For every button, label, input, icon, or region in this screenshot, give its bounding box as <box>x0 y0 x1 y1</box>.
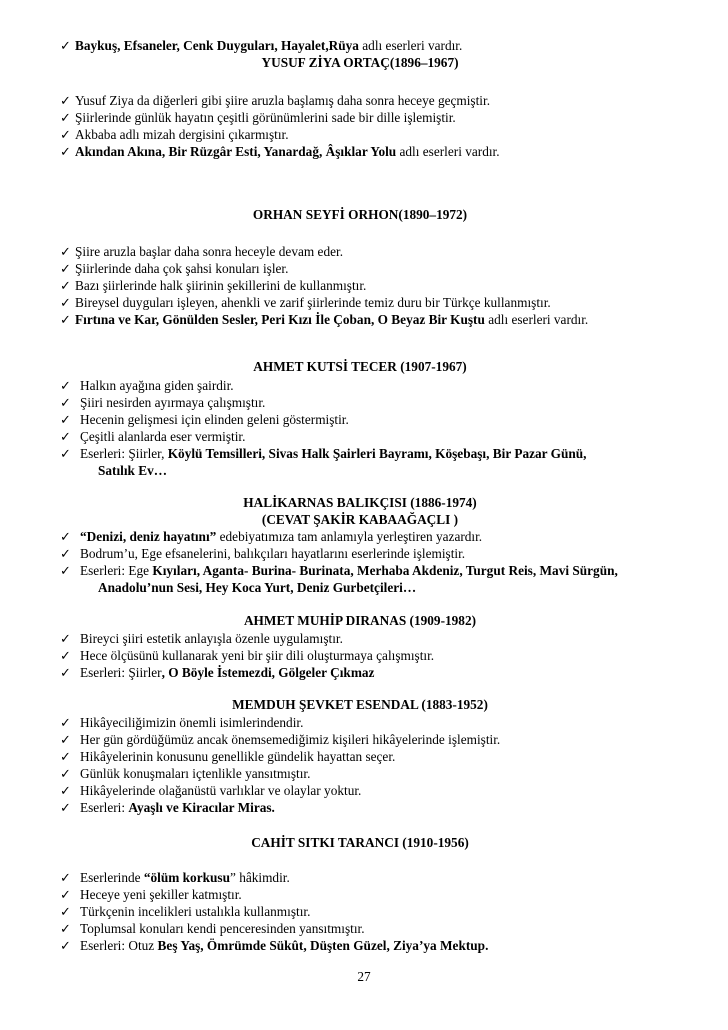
section-heading-ahmet-kutsi-tecer: AHMET KUTSİ TECER (1907-1967) <box>253 359 467 374</box>
list-item: ✓ Şiirlerinde daha çok şahsi konuları işler. <box>60 261 289 276</box>
checkmark-icon: ✓ <box>60 766 71 781</box>
checkmark-icon: ✓ <box>60 938 71 953</box>
list-item: ✓ Bodrum’u, Ege efsanelerini, balıkçıları hayatlarını eserlerinde işlemiştir. <box>60 546 466 561</box>
section-heading-yusuf-ziya: YUSUF ZİYA ORTAÇ(1896–1967) <box>261 55 459 70</box>
list-item: ✓ Hikâyelerinin konusunu genellikle gündelik hayattan seçer. <box>60 749 396 764</box>
section-heading-ahmet-muhip-diranas: AHMET MUHİP DIRANAS (1909-1982) <box>243 613 477 628</box>
checkmark-icon: ✓ <box>60 529 71 544</box>
list-item: ✓ Şiire aruzla başlar daha sonra heceyle devam eder. <box>60 244 344 259</box>
list-item: ✓ Bireysel duyguları işleyen, ahenkli ve zarif şiirlerinde temiz duru bir Türkçe kullanmıştır. <box>60 295 551 310</box>
section-heading-memduh-sevket-esendal: MEMDUH ŞEVKET ESENDAL (1883-1952) <box>232 697 488 712</box>
list-item: ✓ Hece ölçüsünü kullanarak yeni bir şiir dili oluşturmaya çalışmıştır. <box>60 648 435 663</box>
checkmark-icon: ✓ <box>60 563 71 578</box>
checkmark-icon: ✓ <box>60 261 71 276</box>
list-item-continuation: Satılık Ev… <box>98 463 168 478</box>
list-item: ✓ Akından Akına, Bir Rüzgâr Esti, Yanardağ, Âşıklar Yolu adlı eserleri vardır. <box>60 144 500 159</box>
checkmark-icon: ✓ <box>60 800 71 815</box>
checkmark-icon: ✓ <box>60 749 71 764</box>
checkmark-icon: ✓ <box>60 38 71 53</box>
checkmark-icon: ✓ <box>60 446 71 461</box>
checkmark-icon: ✓ <box>60 921 71 936</box>
list-item: ✓ Hikâyelerinde olağanüstü varlıklar ve olaylar yoktur. <box>60 783 362 798</box>
checkmark-icon: ✓ <box>60 144 71 159</box>
list-item: ✓ Fırtına ve Kar, Gönülden Sesler, Peri Kızı İle Çoban, O Beyaz Bir Kuştu adlı eserleri vardır. <box>60 312 589 327</box>
list-item: ✓ Akbaba adlı mizah dergisini çıkarmıştır. <box>60 127 289 142</box>
list-item: ✓ Eserleri: Otuz Beş Yaş, Ömrümde Sükût, Düşten Güzel, Ziya’ya Mektup. <box>60 938 489 953</box>
checkmark-icon: ✓ <box>60 93 71 108</box>
checkmark-icon: ✓ <box>60 887 71 902</box>
checkmark-icon: ✓ <box>60 395 71 410</box>
checkmark-icon: ✓ <box>60 429 71 444</box>
list-item-continuation: Anadolu’nun Sesi, Hey Koca Yurt, Deniz Gurbetçileri… <box>98 580 417 595</box>
list-item: ✓ Hecenin gelişmesi için elinden geleni göstermiştir. <box>60 412 349 427</box>
list-item: ✓ Bireyci şiiri estetik anlayışla özenle uygulamıştır. <box>60 631 343 646</box>
checkmark-icon: ✓ <box>60 715 71 730</box>
list-item: ✓ Halkın ayağına giden şairdir. <box>60 378 234 393</box>
list-item: ✓ Bazı şiirlerinde halk şiirinin şekillerini de kullanmıştır. <box>60 278 367 293</box>
checkmark-icon: ✓ <box>60 295 71 310</box>
list-item: ✓ Eserleri: Şiirler, Köylü Temsilleri, Sivas Halk Şairleri Bayramı, Köşebaşı, Bir Pazar Günü, <box>60 446 587 461</box>
list-item: ✓ Şiiri nesirden ayırmaya çalışmıştır. <box>60 395 266 410</box>
list-item: ✓ Eserleri: Ege Kıyıları, Aganta- Burina- Burinata, Merhaba Akdeniz, Turgut Reis, Mavi Sürgün, <box>60 563 618 578</box>
checkmark-icon: ✓ <box>60 783 71 798</box>
list-item: ✓ Günlük konuşmaları içtenlikle yansıtmıştır. <box>60 766 311 781</box>
list-item: ✓ Hikâyeciliğimizin önemli isimlerindendir. <box>60 715 304 730</box>
list-item: ✓ Baykuş, Efsaneler, Cenk Duyguları, Hayalet,Rüya adlı eserleri vardır. <box>60 38 463 53</box>
checkmark-icon: ✓ <box>60 412 71 427</box>
list-item: ✓ Eserleri: Şiirler, O Böyle İstemezdi, Gölgeler Çıkmaz <box>60 665 375 680</box>
checkmark-icon: ✓ <box>60 110 71 125</box>
checkmark-icon: ✓ <box>60 870 71 885</box>
checkmark-icon: ✓ <box>60 904 71 919</box>
section-heading-orhan-seyfi: ORHAN SEYFİ ORHON(1890–1972) <box>252 207 468 222</box>
list-item: ✓ Şiirlerinde günlük hayatın çeşitli görünümlerini sade bir dille işlemiştir. <box>60 110 456 125</box>
checkmark-icon: ✓ <box>60 648 71 663</box>
list-item: ✓ Yusuf Ziya da diğerleri gibi şiire aruzla başlamış daha sonra heceye geçmiştir. <box>60 93 491 108</box>
list-item: ✓ Her gün gördüğümüz ancak önemsemediğimiz kişileri hikâyelerinde işlemiştir. <box>60 732 501 747</box>
list-item: ✓ Eserlerinde “ölüm korkusu” hâkimdir. <box>60 870 290 885</box>
list-item: ✓ “Denizi, deniz hayatını” edebiyatımıza tam anlamıyla yerleştiren yazardır. <box>60 529 483 544</box>
checkmark-icon: ✓ <box>60 732 71 747</box>
list-item: ✓ Türkçenin incelikleri ustalıkla kullanmıştır. <box>60 904 311 919</box>
checkmark-icon: ✓ <box>60 665 71 680</box>
section-heading-halikarnas: HALİKARNAS BALIKÇISI (1886-1974) <box>243 495 477 510</box>
checkmark-icon: ✓ <box>60 546 71 561</box>
checkmark-icon: ✓ <box>60 127 71 142</box>
list-item: ✓ Eserleri: Ayaşlı ve Kiracılar Miras. <box>60 800 275 815</box>
list-item: ✓ Heceye yeni şekiller katmıştır. <box>60 887 242 902</box>
checkmark-icon: ✓ <box>60 378 71 393</box>
checkmark-icon: ✓ <box>60 244 71 259</box>
list-item: ✓ Toplumsal konuları kendi penceresinden yansıtmıştır. <box>60 921 365 936</box>
section-heading-cahit-sitki-taranci: CAHİT SITKI TARANCI (1910-1956) <box>251 835 469 850</box>
list-item: ✓ Çeşitli alanlarda eser vermiştir. <box>60 429 246 444</box>
checkmark-icon: ✓ <box>60 278 71 293</box>
section-subheading-cevat-sakir: (CEVAT ŞAKİR KABAAĞAÇLI ) <box>261 512 459 527</box>
checkmark-icon: ✓ <box>60 312 71 327</box>
page-number: 27 <box>357 969 371 984</box>
checkmark-icon: ✓ <box>60 631 71 646</box>
